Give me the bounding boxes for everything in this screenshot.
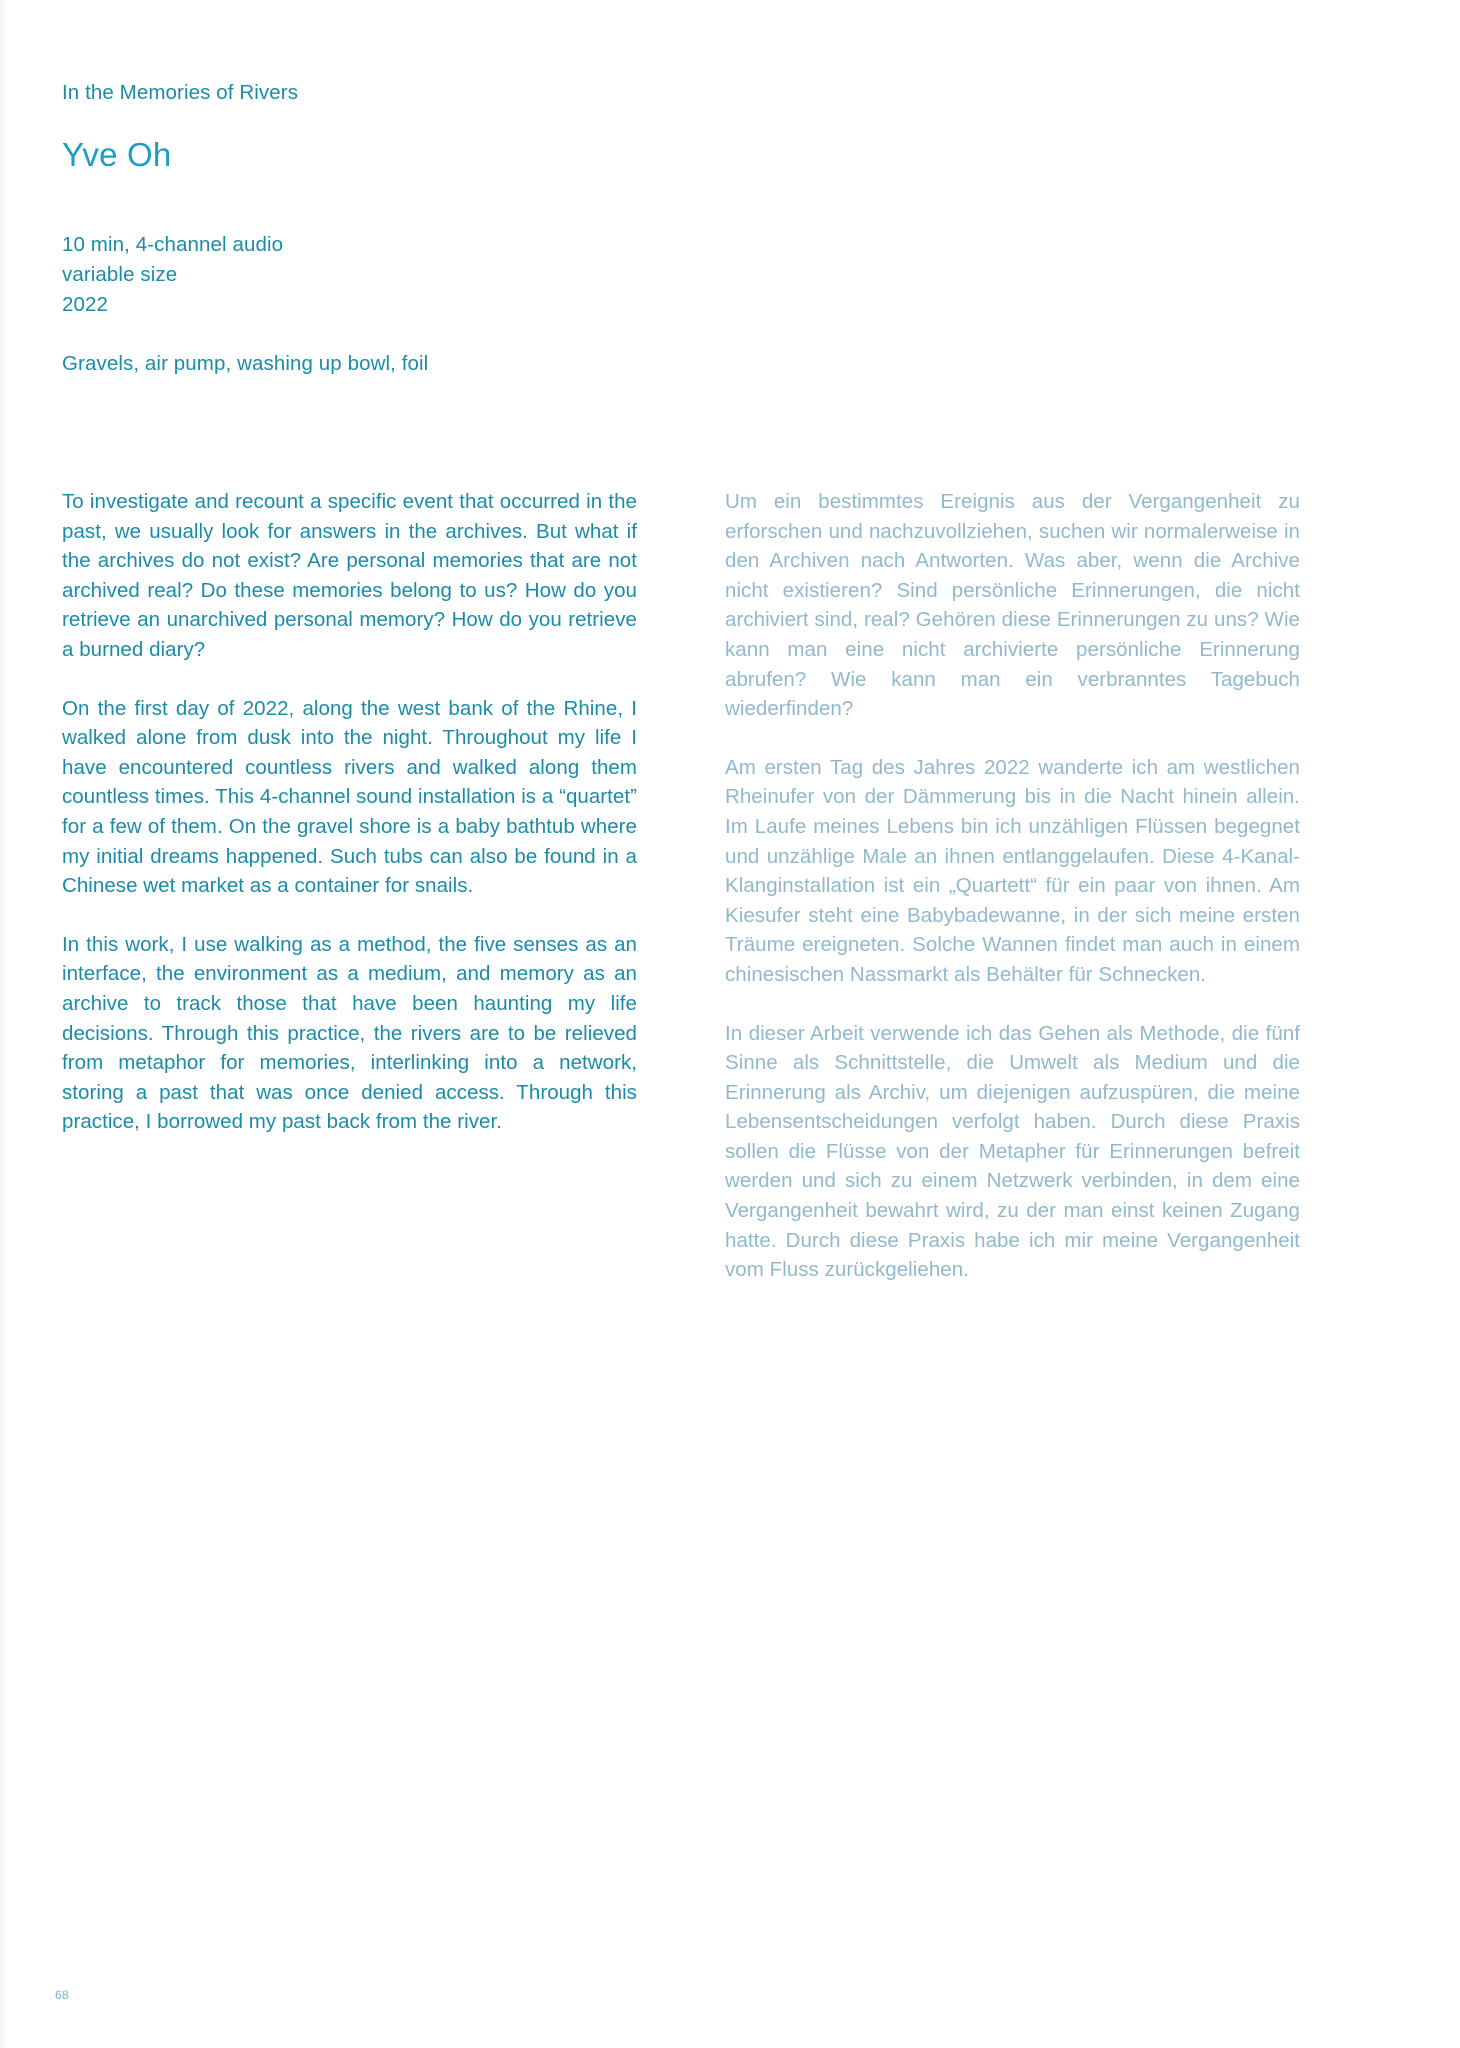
paragraph-de-1: Um ein bestimmtes Ereignis aus der Vergangenheit zu erforschen und nachzuvollziehen, suchen wir normalerweise in den Archiven nach Antworten. Was aber, wenn die Archive nicht existieren? Sind persönliche Erinnerungen, die nicht archiviert sind, real? Gehören diese Erinnerungen zu uns? Wie kann man eine nicht archivierte persönliche Erinnerung abrufen? Wie kann man ein verbranntes Tagebuch wiederfinden? [725,490,1300,721]
work-materials: Gravels, air pump, washing up bowl, foil [62,352,429,376]
page-number: 68 [55,1988,69,2002]
paragraph-en-3: In this work, I use walking as a method, the five senses as an interface, the environment as a medium, and memory as an archive to track those that have been haunting my life decisions. Through this practice, the rivers are to be relieved from metaphor for memories, interlinking into a network, storing a past that was once denied access. Through this practice, I borrowed my past back from the river. [62,932,637,1134]
column-english [62,487,637,1285]
paragraph-de-2: Am ersten Tag des Jahres 2022 wanderte ich am westlichen Rheinufer von der Dämmerung bis in die Nacht hinein allein. Im Laufe meines Lebens bin ich unzähligen Flüssen begegnet und unzählige Male an ihnen entlanggelaufen. Diese 4-Kanal-Klanginstallation ist ein „Quartett“ für ein paar von ihnen. Am Kiesufer steht eine Babybadewanne, in der sich meine ersten Träume ereigneten. Solche Wannen findet man auch in einem chinesischen Nassmarkt als Behälter für Schnecken. [725,755,1300,986]
work-spec-duration-format: 10 min, 4-channel audio [62,233,284,257]
work-spec-year: 2022 [62,293,109,317]
work-spec-dimensions: variable size [62,263,178,287]
paragraph-en-1: To investigate and recount a specific event that occurred in the past, we usually look for answers in the archives. But what if the archives do not exist? Are personal memories that are not archived real? Do these memories belong to us? How do you retrieve an unarchived personal memory? How do you retrieve a burned diary? [62,490,637,661]
artist-name: Yve Oh [62,135,172,173]
paragraph-de-3: In dieser Arbeit verwende ich das Gehen als Methode, die fünf Sinne als Schnittstelle, die Umwelt als Medium und die Erinnerung als Archiv, um diejenigen aufzuspüren, die meine Lebensentscheidungen verfolgt haben. Durch diese Praxis sollen die Flüsse von der Metapher für Erinnerungen befreit werden und sich zu einem Netzwerk verbinden, in dem eine Vergangenheit bewahrt wird, zu der man einst keinen Zugang hatte. Durch diese Praxis habe ich mir meine Vergangenheit vom Fluss zurückgeliehen. [725,1021,1300,1282]
text-columns [62,487,1352,1285]
paragraph-en-2: On the first day of 2022, along the west bank of the Rhine, I walked alone from dusk into the night. Throughout my life I have encountered countless rivers and walked along them countless times. This 4-channel sound installation is a “quartet” for a few of them. On the gravel shore is a baby bathtub where my initial dreams happened. Such tubs can also be found in a Chinese wet market as a container for snails. [62,696,637,898]
work-specs [62,230,962,320]
page-edge-artifact [0,0,7,2048]
work-title: In the Memories of Rivers [62,81,299,104]
column-german [725,487,1300,1285]
work-header [62,80,962,379]
